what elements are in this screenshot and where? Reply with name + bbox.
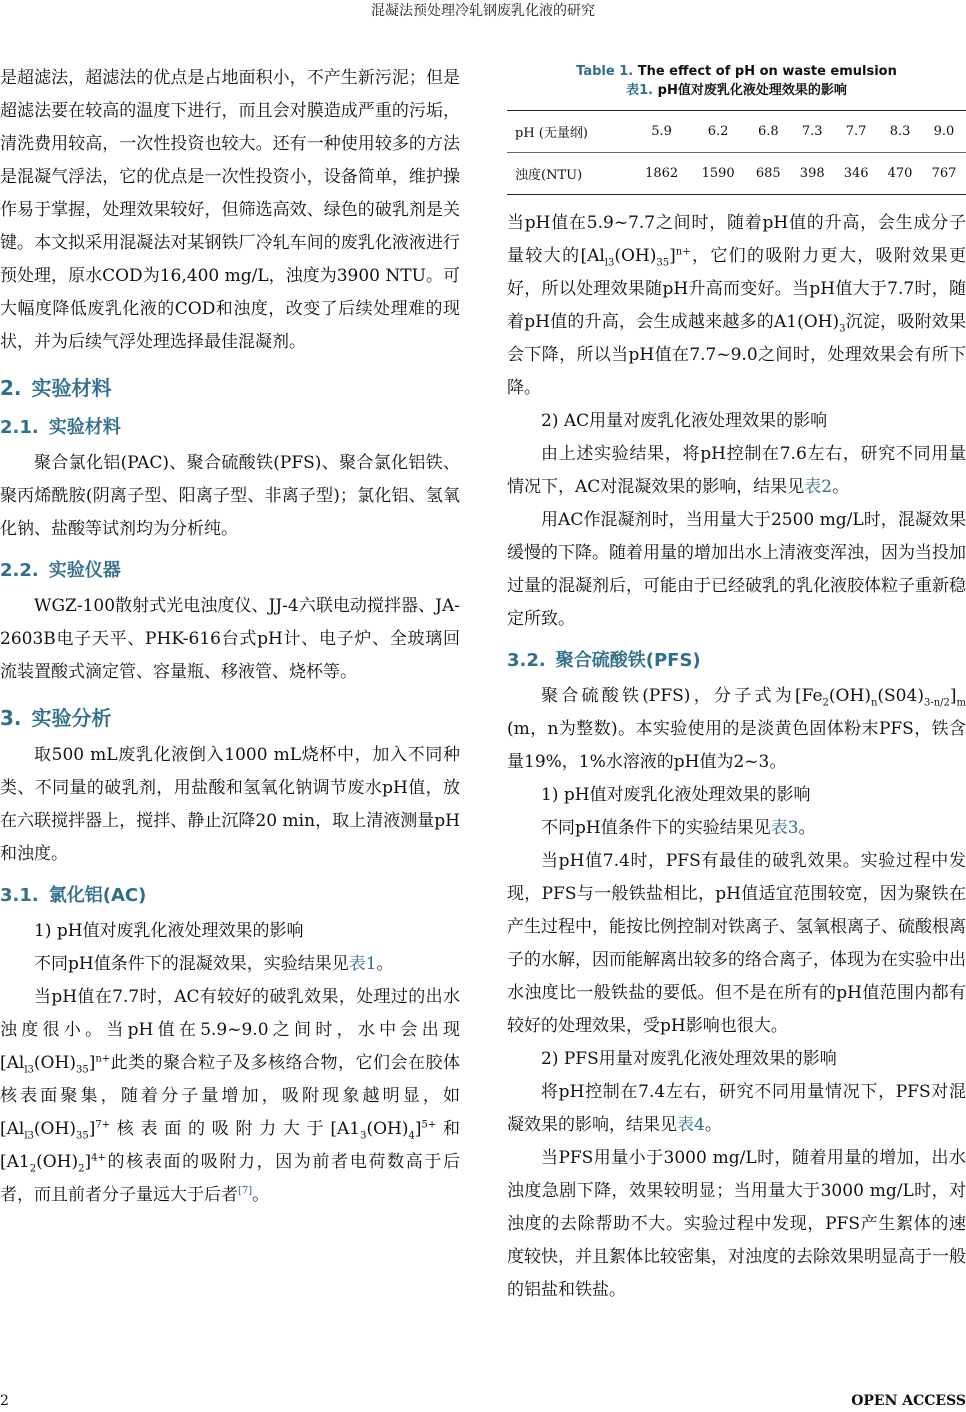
text-run: (m，n为整数)。本实验使用的是淡黄色固体粉末PFS，铁含量19%，1%水溶液的pH值为2~3。 bbox=[507, 719, 966, 772]
subscript: l3 bbox=[24, 1130, 34, 1142]
superscript: n+ bbox=[675, 246, 691, 258]
table-2-link[interactable]: 表2 bbox=[804, 477, 833, 497]
instruments-paragraph: WGZ-100散射式光电浊度仪、JJ-4六联电动搅拌器、JA-2603B电子天平、PHK-616台式pH计、电子炉、全玻璃回流装置酸式滴定管、容量瓶、移液管、烧杯等。 bbox=[0, 596, 460, 682]
text-run: ] bbox=[88, 1053, 96, 1073]
section-number: 3.1. bbox=[0, 885, 39, 906]
page-footer bbox=[0, 1390, 966, 1412]
subscript: l3 bbox=[24, 1064, 34, 1076]
section-title: 实验分析 bbox=[31, 706, 112, 730]
running-title: 混凝法预处理冷轧钢废乳化液的研究 bbox=[371, 3, 595, 19]
table-1-caption-cn bbox=[507, 81, 966, 100]
pfs-intro-paragraph bbox=[507, 680, 966, 779]
ac-ph-paragraph bbox=[0, 948, 460, 981]
ac-dosage-discussion-paragraph: 用AC作混凝剂时，当用量大于2500 mg/L时，混凝效果缓慢的下降。随着用量的增加出水上清液变浑浊，因为当投加过量的混凝剂后，可能由于已经破乳的乳化液胶体粒子重新稳定所致。 bbox=[507, 510, 966, 629]
text-run: ] bbox=[949, 686, 957, 706]
text-run: (OH) bbox=[33, 1119, 76, 1139]
text-run: 不同pH值条件下的实验结果见 bbox=[541, 818, 771, 838]
subscript: 2 bbox=[822, 697, 829, 709]
text-run: 的核表面的吸附力，因为前者电荷数高于后者，而且前者分子量远大于后者 bbox=[0, 1152, 460, 1205]
open-access-label: OPEN ACCESS bbox=[851, 1393, 966, 1409]
row-header: 浊度(NTU) bbox=[507, 153, 633, 195]
superscript: n+ bbox=[95, 1053, 111, 1065]
text-run: 当pH值在5.9~7.7之间时，随着pH值的升高，会生成分子量较大的[Al bbox=[507, 213, 966, 266]
table-1 bbox=[507, 110, 966, 195]
section-number: 2.1. bbox=[0, 417, 39, 438]
text-run: 核表面的吸附力大于[A1 bbox=[110, 1119, 361, 1139]
table-4-link[interactable]: 表4 bbox=[677, 1115, 705, 1135]
text-run: 由上述实验结果，将pH控制在7.6左右，研究不同用量情况下，AC对混凝效果的影响，结果见 bbox=[507, 444, 966, 497]
method-paragraph: 取500 mL废乳化液倒入1000 mL烧杯中，加入不同种类、不同量的破乳剂，用盐酸和氢氧化钠调节废水pH值，放在六联搅拌器上，搅拌、静止沉降20 min，取上清液测量pH和浊度。 bbox=[0, 745, 460, 864]
text-run: 。 bbox=[832, 477, 850, 497]
left-column bbox=[0, 62, 460, 1212]
table-cell: 9.0 bbox=[922, 111, 966, 153]
table-cell: 685 bbox=[746, 153, 790, 195]
ac-mechanism-paragraph bbox=[0, 981, 460, 1212]
text-run: (OH) bbox=[828, 686, 871, 706]
text-run: ] bbox=[414, 1119, 422, 1139]
row-header: pH (无量纲) bbox=[507, 111, 633, 153]
materials-paragraph: 聚合氯化铝(PAC)、聚合硫酸铁(PFS)、聚合氯化铝铁、聚丙烯酰胺(阴离子型、阳离子型、非离子型)；氯化铝、氢氧化钠、盐酸等试剂均为分析纯。 bbox=[0, 453, 460, 539]
table-cell: 8.3 bbox=[878, 111, 922, 153]
pfs-dosage-paragraph bbox=[507, 1076, 966, 1142]
table-cell: 5.9 bbox=[633, 111, 690, 153]
table-cell: 767 bbox=[922, 153, 966, 195]
subscript: 35 bbox=[656, 257, 670, 269]
text-run: 。 bbox=[704, 1115, 722, 1135]
text-run: (OH) bbox=[36, 1152, 79, 1172]
text-run: 沉淀，吸附效果会下降，所以当pH值在7.7~9.0之间时，处理效果会有所下降。 bbox=[507, 312, 966, 398]
intro-paragraph: 是超滤法，超滤法的优点是占地面积小，不产生新污泥；但是超滤法要在较高的温度下进行，而且会对膜造成严重的污垢，清洗费用较高，一次性投资也较大。还有一种使用较多的方法是混凝气浮法，它的优点是一次性投资小，设备简单，维护操作易于掌握，处理效果较好，但筛选高效、绿色的破乳剂是关键。本文拟采用混凝法对某钢铁厂冷轧车间的废乳化液液进行预处理，原水COD为16,400 mg/L，浊度为3900 NTU。可大幅度降低废乳化液的COD和浊度，改变了后续处理难的现状，并为后续气浮处理选择最佳混凝剂。 bbox=[0, 68, 460, 352]
superscript: 7+ bbox=[95, 1119, 111, 1131]
subscript: 3-n/2 bbox=[923, 697, 950, 709]
pfs-dosage-discussion-paragraph: 当PFS用量小于3000 mg/L时，随着用量的增加，出水浊度急剧下降，效果较明显；当用量大于3000 mg/L时，对浊度的去除帮助不大。实验过程中发现，PFS产生絮体的速度较快，并且絮体比较密集，对浊度的去除效果明显高于一般的铝盐和铁盐。 bbox=[507, 1148, 966, 1300]
text-run: 。 bbox=[252, 1185, 270, 1205]
text-run: ] bbox=[84, 1152, 92, 1172]
section-number: 2.2. bbox=[0, 560, 39, 581]
text-run: (OH) bbox=[614, 246, 657, 266]
table-cell: 1590 bbox=[690, 153, 747, 195]
subscript: 3 bbox=[360, 1130, 367, 1142]
citation-7-link[interactable]: [7] bbox=[238, 1185, 253, 1197]
table-cell: 1862 bbox=[633, 153, 690, 195]
table-label: 表1. bbox=[626, 83, 654, 98]
right-column bbox=[507, 62, 966, 1307]
text-run: 不同pH值条件下的混凝效果，实验结果见 bbox=[34, 954, 349, 974]
table-cell: 7.3 bbox=[790, 111, 834, 153]
pfs-dosage-subheading: 2) PFS用量对废乳化液处理效果的影响 bbox=[541, 1049, 837, 1069]
pfs-ph-discussion-paragraph: 当pH值7.4时，PFS有最佳的破乳效果。实验过程中发现，PFS与一般铁盐相比，pH值适宜范围较宽，因为聚铁在产生过程中，能按比例控制对铁离子、氢氧根离子、硫酸根离子的水解，因而能解离出较多的络合离子，体现为在实验中出水浊度比一般铁盐的要低。但不是在所有的pH值范围内都有较好的处理效果，受pH影响也很大。 bbox=[507, 851, 966, 1036]
section-title: 实验仪器 bbox=[48, 560, 121, 581]
text-run: 当pH值在7.7时，AC有较好的破乳效果，处理过的出水浊度很小。当pH值在5.9~9.0之间时，水中会出现[Al bbox=[0, 987, 460, 1073]
section-3-1-heading bbox=[0, 881, 460, 911]
table-label: Table 1. bbox=[576, 64, 634, 79]
ac-ph-subheading: 1) pH值对废乳化液处理效果的影响 bbox=[34, 921, 304, 941]
subscript: m bbox=[956, 697, 966, 709]
section-title: 实验材料 bbox=[31, 376, 112, 400]
subscript: n bbox=[870, 697, 878, 709]
table-cell: 346 bbox=[834, 153, 878, 195]
text-run: 将pH控制在7.4左右，研究不同用量情况下，PFS对混凝效果的影响，结果见 bbox=[507, 1082, 966, 1135]
table-row bbox=[507, 153, 966, 195]
section-title: 实验材料 bbox=[48, 417, 121, 438]
subscript: 35 bbox=[75, 1130, 89, 1142]
text-run: (S04) bbox=[877, 686, 924, 706]
ac-ph-discussion-paragraph bbox=[507, 207, 966, 405]
section-title-latin: (AC) bbox=[102, 885, 147, 906]
section-2-2-heading bbox=[0, 556, 460, 586]
subscript: 3 bbox=[839, 323, 846, 335]
superscript: 5+ bbox=[421, 1119, 437, 1131]
table-1-link[interactable]: 表1 bbox=[348, 954, 377, 974]
subscript: 2 bbox=[78, 1163, 85, 1175]
ac-dosage-subheading: 2) AC用量对废乳化液处理效果的影响 bbox=[541, 411, 828, 431]
section-title: 聚合硫酸铁 bbox=[555, 650, 646, 671]
pfs-ph-subheading: 1) pH值对废乳化液处理效果的影响 bbox=[541, 785, 811, 805]
table-cell: 6.8 bbox=[746, 111, 790, 153]
section-title-latin: (PFS) bbox=[645, 650, 701, 671]
section-2-1-heading bbox=[0, 413, 460, 443]
text-run: ，它们的吸附力更大，吸附效果更好，所以处理效果随pH升高而变好。当pH值大于7.7时，随着pH值的升高，会生成越来越多的A1(OH) bbox=[507, 246, 966, 332]
text-run: ] bbox=[669, 246, 676, 266]
table-title: The effect of pH on waste emulsion bbox=[637, 64, 897, 79]
ac-dosage-paragraph bbox=[507, 438, 966, 504]
section-2-heading bbox=[0, 373, 460, 403]
text-run: 。 bbox=[798, 818, 816, 838]
section-number: 3.2. bbox=[507, 650, 546, 671]
section-3-heading bbox=[0, 703, 460, 733]
subscript: 2 bbox=[29, 1163, 37, 1175]
subscript: l3 bbox=[604, 257, 615, 269]
table-cell: 470 bbox=[878, 153, 922, 195]
section-number: 2. bbox=[0, 376, 22, 400]
text-run: ] bbox=[88, 1119, 96, 1139]
section-title: 氯化铝 bbox=[48, 885, 103, 906]
section-3-2-heading bbox=[507, 646, 966, 676]
table-cell: 7.7 bbox=[834, 111, 878, 153]
text-run: 。 bbox=[376, 954, 394, 974]
table-1-caption-en bbox=[507, 62, 966, 81]
table-title: pH值对废乳化液处理效果的影响 bbox=[657, 83, 847, 98]
text-run: (OH) bbox=[33, 1053, 76, 1073]
text-run: 和[A1 bbox=[0, 1119, 460, 1172]
subscript: 4 bbox=[408, 1130, 415, 1142]
page-number: 2 bbox=[0, 1393, 9, 1409]
pfs-ph-paragraph bbox=[507, 812, 966, 845]
text-run: 聚合硫酸铁(PFS)，分子式为[Fe bbox=[541, 686, 823, 706]
table-row bbox=[507, 111, 966, 153]
subscript: 35 bbox=[75, 1064, 89, 1076]
section-number: 3. bbox=[0, 706, 22, 730]
table-cell: 398 bbox=[790, 153, 834, 195]
superscript: 4+ bbox=[91, 1152, 106, 1164]
table-cell: 6.2 bbox=[690, 111, 747, 153]
text-run: 此类的聚合粒子及多核络合物，它们会在胶体核表面聚集，随着分子量增加，吸附现象越明显，如[Al bbox=[0, 1053, 460, 1139]
table-3-link[interactable]: 表3 bbox=[770, 818, 799, 838]
text-run: (OH) bbox=[366, 1119, 409, 1139]
